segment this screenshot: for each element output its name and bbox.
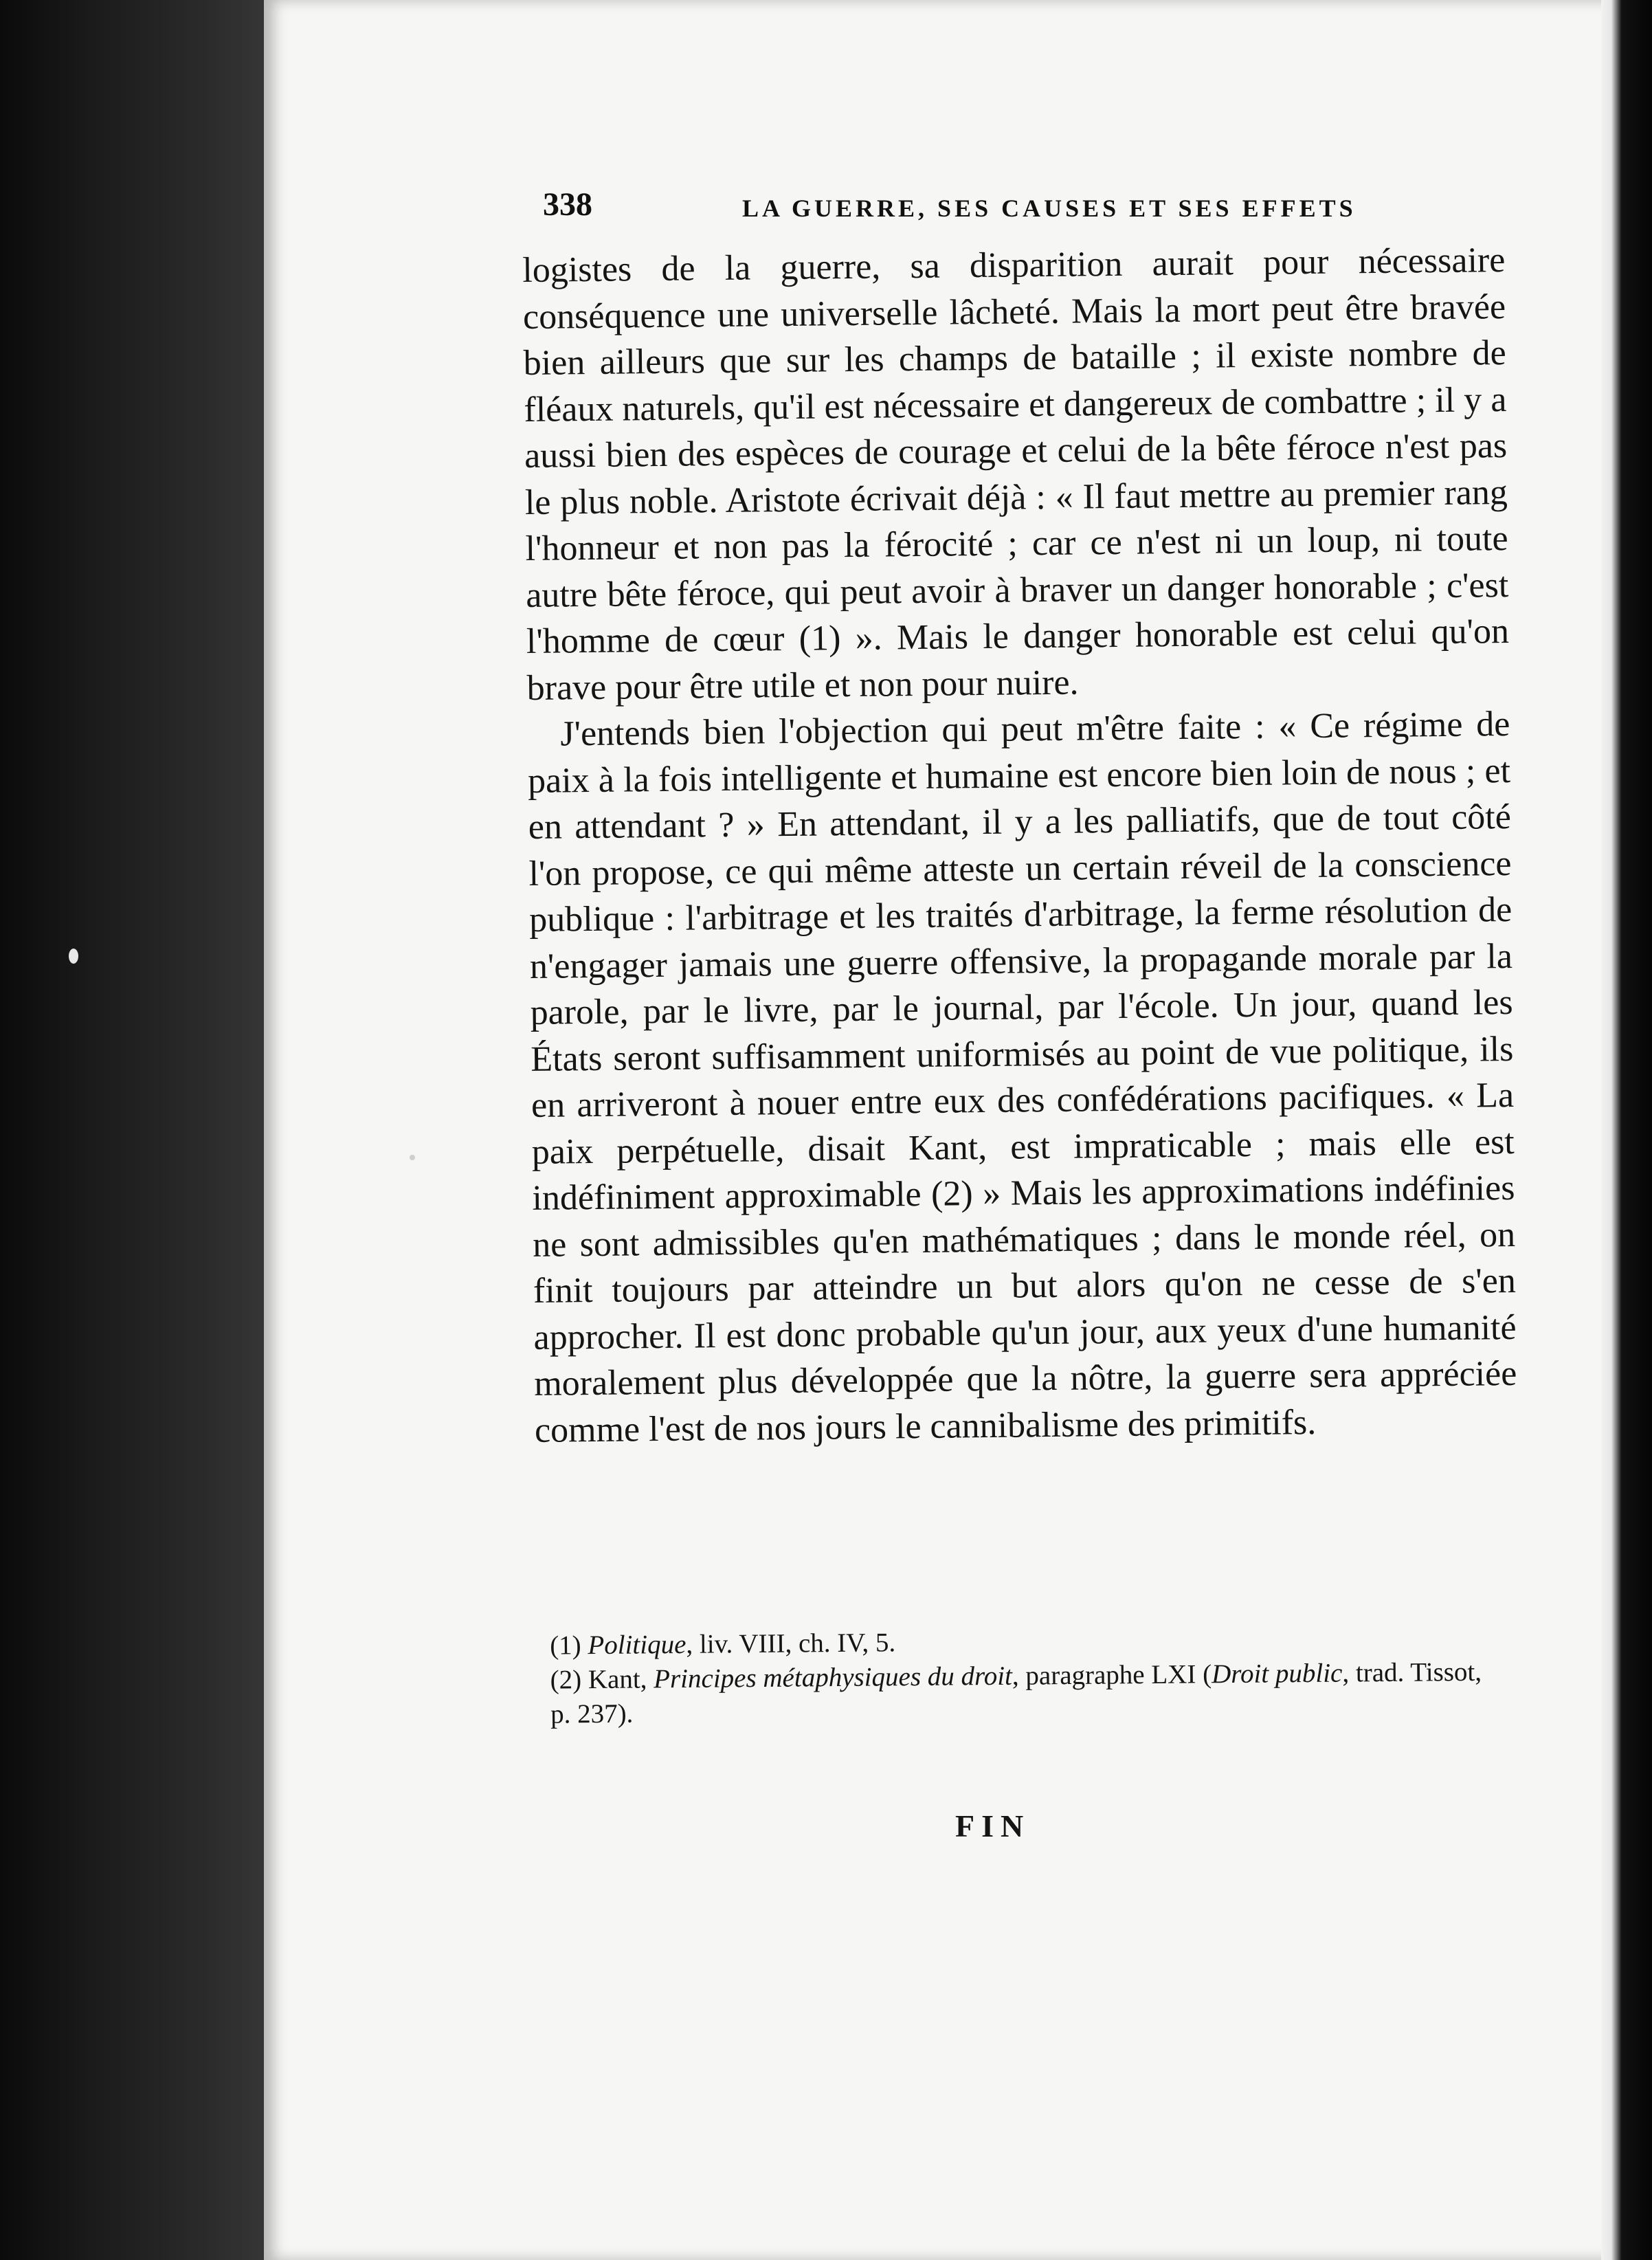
footnote-2-subtitle: Droit public xyxy=(1211,1658,1343,1690)
running-title: LA GUERRE, SES CAUSES ET SES EFFETS xyxy=(742,195,1357,222)
footnote-2-title: Principes métaphysiques du droit xyxy=(654,1661,1013,1694)
footnote-1-reference: , liv. VIII, ch. IV, 5. xyxy=(686,1628,896,1659)
footnote-2-reference: , trad. Tissot, p. 237). xyxy=(550,1657,1482,1729)
dust-speck xyxy=(69,949,78,964)
book-binding-shadow xyxy=(0,0,289,2260)
fin-marker: FIN xyxy=(955,1808,1031,1843)
footnote-1-marker: (1) xyxy=(550,1630,588,1661)
footnote-2-paragraph: , paragraphe LXI ( xyxy=(1012,1659,1212,1691)
dust-speck xyxy=(410,1155,415,1160)
paragraph: J'entends bien l'objection qui peut m'être faite : « Ce régime de paix à la fois intelligente et humaine est encore bien loin de nous ; et en attendant ? » En attendant, il y a les palliatifs, que de tout côté l'on propose, ce qui même atteste un certain réveil de la conscience publique : l'arbitrage et les traités d'arbitrage, la ferme résolution de n'engager jamais une guerre offensive, la propagande morale par la parole, par le livre, par le journal, par l'école. Un jour, quand les États seront suffisamment uniformisés au point de vue politique, ils en arriveront à nouer entre eux des confédérations pacifiques. « La paix perpétuelle, disait Kant, est impraticable ; mais elle est indéfiniment approximable (2) » Mais les approximations indéfinies ne sont admissibles qu'en mathématiques ; dans le monde réel, on finit toujours par atteindre un but alors qu'on ne cesse de s'en approcher. Il est donc probable qu'un jour, aux yeux d'une humanité moralement plus développée que la nôtre, la guerre sera appréciée comme l'est de nos jours le cannibalisme des primitifs. xyxy=(527,704,1517,1450)
page-header xyxy=(543,186,1519,234)
main-text xyxy=(522,237,1517,1454)
page-number: 338 xyxy=(543,186,592,223)
footnote-2-marker: (2) Kant, xyxy=(550,1664,654,1695)
footnote-2 xyxy=(522,1655,1506,1732)
footnote-1-title: Politique xyxy=(588,1629,687,1661)
paragraph: logistes de la guerre, sa disparition aurait pour nécessaire conséquence une universelle lâcheté. Mais la mort peut être bravée bien ailleurs que sur les champs de bataille ; il existe nombre de fléaux naturels, qu'il est nécessaire et dangereux de combattre ; il y a aussi bien des espèces de courage et celui de la bête féroce n'est pas le plus noble. Aristote écrivait déjà : « Il faut mettre au premier rang l'honneur et non pas la férocité ; car ce n'est ni un loup, ni toute autre bête féroce, qui peut avoir à braver un danger honorable ; c'est l'homme de cœur (1) ». Mais le danger honorable est celui qu'on brave pour être utile et non pour nuire. xyxy=(522,241,1510,708)
footnotes xyxy=(522,1621,1506,1732)
page-edge xyxy=(1601,0,1652,2260)
